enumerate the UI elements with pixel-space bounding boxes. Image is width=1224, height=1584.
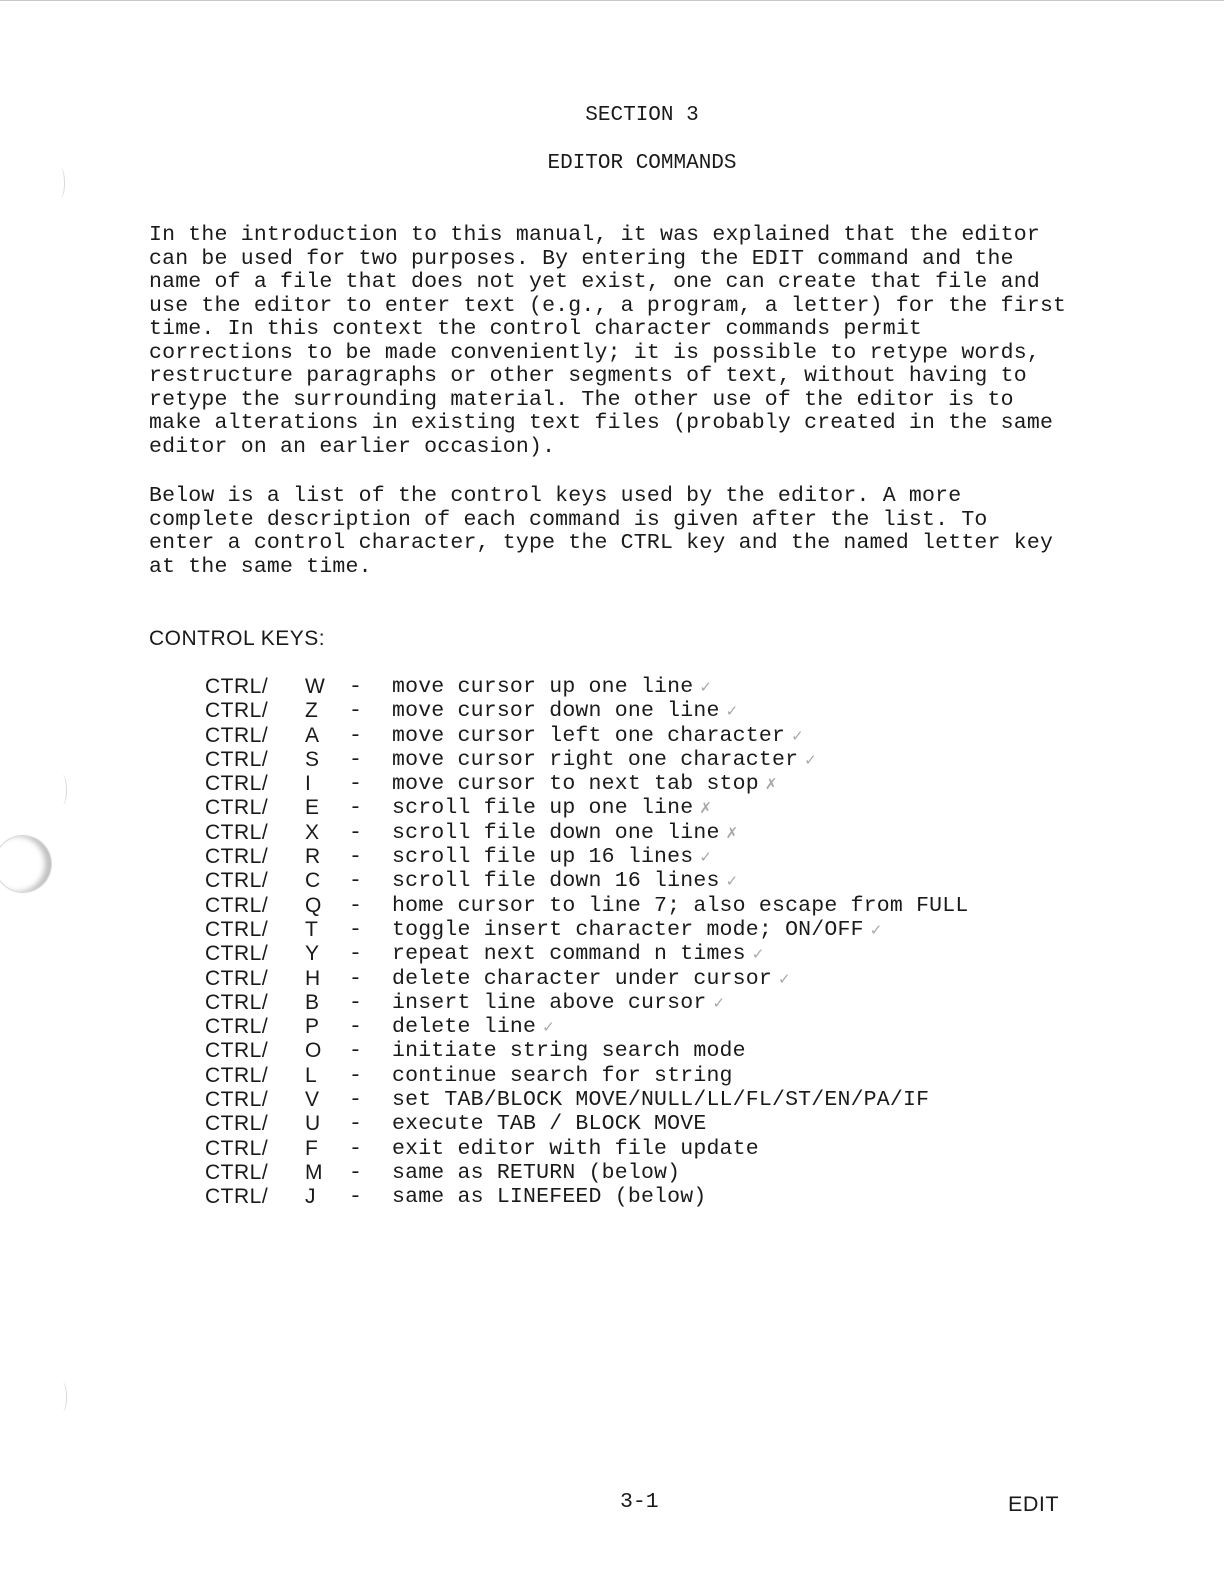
ctrl-prefix: CTRL/ [205,966,269,990]
handwritten-check-icon: ✓ [777,969,791,988]
control-key-row [205,1039,1105,1063]
control-keys-intro-paragraph: Below is a list of the control keys used by the editor. A more complete description of each command is given after the list. To enter a control character, type the CTRL key and the named letter key at the same time. [149,484,1054,579]
key-dash: - [349,796,362,821]
handwritten-check-icon: ✓ [725,872,739,891]
key-description-text: execute TAB / BLOCK MOVE [392,1112,707,1137]
key-letter: J [305,1185,316,1209]
control-key-row [205,796,1105,820]
key-dash: - [349,699,362,724]
key-description [392,1112,706,1136]
top-page-edge [0,0,1224,1]
key-description-text: same as RETURN (below) [392,1160,681,1185]
ctrl-prefix: CTRL/ [205,1088,269,1112]
key-dash: - [349,1088,362,1113]
key-description [392,772,778,796]
key-description [392,675,712,699]
key-letter: A [305,723,320,747]
key-letter: W [305,675,325,698]
handwritten-check-icon: ✗ [764,775,778,794]
key-letter: R [305,845,321,869]
key-description-text: move cursor to next tab stop [392,772,759,797]
key-letter: C [305,869,321,893]
key-letter: Z [305,699,318,723]
section-title: EDITOR COMMANDS [547,152,737,175]
key-description [392,1185,706,1209]
key-dash: - [349,820,362,845]
key-description [392,1039,746,1063]
margin-mark [58,775,67,805]
key-description-text: move cursor right one character [392,747,799,772]
key-description [392,1088,929,1112]
ctrl-prefix: CTRL/ [205,893,269,917]
key-description [392,845,712,869]
key-description [392,1137,759,1161]
key-dash: - [349,917,362,942]
key-dash: - [349,1063,362,1088]
key-description-text: initiate string search mode [392,1039,746,1064]
handwritten-check-icon: ✗ [725,823,739,842]
control-keys-list [205,675,1105,1210]
ctrl-prefix: CTRL/ [205,699,269,723]
ctrl-prefix: CTRL/ [205,845,269,869]
ctrl-prefix: CTRL/ [205,772,269,796]
key-description-text: exit editor with file update [392,1136,759,1161]
ctrl-prefix: CTRL/ [205,1160,269,1184]
key-letter: U [305,1112,321,1136]
key-description-text: repeat next command n times [392,942,746,967]
control-key-row [205,845,1105,869]
key-letter: T [305,917,318,941]
key-description-text: scroll file down one line [392,820,720,845]
key-description-text: move cursor up one line [392,675,694,699]
key-description-text: move cursor left one character [392,723,786,748]
ctrl-prefix: CTRL/ [205,1185,269,1209]
handwritten-check-icon: ✓ [542,1018,555,1037]
key-letter: X [305,820,320,844]
key-letter: H [305,966,321,990]
key-description-text: set TAB/BLOCK MOVE/NULL/LL/FL/ST/EN/PA/IF [392,1088,930,1113]
control-key-row [205,724,1105,748]
key-description-text: move cursor down one line [392,699,720,724]
control-keys-heading: CONTROL KEYS: [149,627,326,650]
handwritten-check-icon: ✓ [712,993,726,1012]
key-description-text: scroll file down 16 lines [392,869,720,894]
ctrl-prefix: CTRL/ [205,820,269,844]
handwritten-check-icon: ✓ [804,750,817,769]
key-description [392,991,725,1015]
ctrl-prefix: CTRL/ [205,675,269,698]
key-dash: - [349,966,362,991]
key-description-text: scroll file up 16 lines [392,845,694,870]
margin-mark [58,1382,67,1412]
key-description [392,699,738,723]
page-number: 3-1 [620,1490,659,1514]
key-letter: O [305,1039,322,1063]
key-dash: - [349,845,362,870]
key-dash: - [349,772,362,797]
handwritten-check-icon: ✓ [699,848,713,867]
control-key-row [205,869,1105,893]
key-letter: L [305,1063,317,1087]
control-key-row [205,1112,1105,1136]
key-dash: - [349,747,362,772]
key-description [392,942,765,966]
section-number: SECTION 3 [585,104,699,127]
control-key-row [205,894,1105,918]
handwritten-check-icon: ✗ [699,799,713,818]
handwritten-check-icon: ✓ [791,726,804,745]
key-description [392,724,804,748]
key-description [392,1161,680,1185]
key-letter: B [305,990,320,1014]
ctrl-prefix: CTRL/ [205,1136,269,1160]
control-key-row [205,1185,1105,1209]
control-key-row [205,967,1105,991]
control-key-row [205,1064,1105,1088]
ctrl-prefix: CTRL/ [205,942,269,966]
key-dash: - [349,1015,362,1040]
control-key-row [205,821,1105,845]
key-description [392,796,712,820]
key-description-text: delete line [392,1015,537,1040]
control-key-row [205,991,1105,1015]
ctrl-prefix: CTRL/ [205,747,269,771]
key-description-text: delete character under cursor [392,966,772,991]
handwritten-check-icon: ✓ [869,920,883,939]
key-dash: - [349,723,362,748]
key-description [392,894,969,918]
key-description [392,1064,733,1088]
key-dash: - [349,942,362,967]
ctrl-prefix: CTRL/ [205,1063,269,1087]
key-description-text: same as LINEFEED (below) [392,1185,707,1210]
key-dash: - [349,869,362,894]
key-letter: I [305,772,311,796]
key-letter: F [305,1136,318,1160]
key-description-text: continue search for string [392,1063,733,1088]
handwritten-check-icon: ✓ [751,945,765,964]
handwritten-check-icon: ✓ [725,702,739,721]
key-letter: Q [305,893,322,917]
control-key-row [205,1137,1105,1161]
key-dash: - [349,1039,362,1064]
key-letter: P [305,1015,320,1039]
key-dash: - [349,675,362,699]
key-dash: - [349,1136,362,1161]
control-key-row [205,1161,1105,1185]
key-letter: E [305,796,320,820]
key-dash: - [349,893,362,918]
punch-hole [0,835,52,893]
key-description-text: scroll file up one line [392,796,694,821]
control-key-row [205,772,1105,796]
key-description [392,869,738,893]
ctrl-prefix: CTRL/ [205,723,269,747]
key-dash: - [349,1160,362,1185]
key-description [392,967,791,991]
key-dash: - [349,1185,362,1210]
key-description [392,821,738,845]
key-letter: V [305,1088,320,1112]
key-letter: M [305,1160,323,1184]
ctrl-prefix: CTRL/ [205,1112,269,1136]
control-key-row [205,699,1105,723]
key-letter: S [305,747,320,771]
key-dash: - [349,990,362,1015]
control-key-row [205,748,1105,772]
control-key-row [205,1015,1105,1039]
ctrl-prefix: CTRL/ [205,1039,269,1063]
key-description-text: toggle insert character mode; ON/OFF [392,917,864,942]
key-description-text: home cursor to line 7; also escape from FULL [392,893,969,918]
ctrl-prefix: CTRL/ [205,990,269,1014]
handwritten-check-icon: ✓ [699,678,713,696]
control-key-row [205,918,1105,942]
key-dash: - [349,1112,362,1137]
key-description [392,918,882,942]
intro-paragraph: In the introduction to this manual, it was explained that the editor can be used for two purposes. By entering the EDIT command and the name of a file that does not yet exist, one can create that file and use the editor to enter text (e.g., a program, a letter) for the first time. In this context the control character commands permit corrections to be made conveniently; it is possible to retype words, restructure paragraphs or other segments of text, without having to retype the surrounding material. The other use of the editor is to make alterations in existing text files (probably created in the same editor on an earlier occasion). [149,223,1067,459]
ctrl-prefix: CTRL/ [205,869,269,893]
key-description [392,1015,555,1039]
ctrl-prefix: CTRL/ [205,1015,269,1039]
key-letter: Y [305,942,320,966]
ctrl-prefix: CTRL/ [205,796,269,820]
key-description-text: insert line above cursor [392,990,707,1015]
control-key-row [205,942,1105,966]
key-description [392,748,817,772]
footer-label: EDIT [1008,1492,1059,1516]
ctrl-prefix: CTRL/ [205,917,269,941]
control-key-row [205,1088,1105,1112]
control-key-row [205,675,1105,699]
